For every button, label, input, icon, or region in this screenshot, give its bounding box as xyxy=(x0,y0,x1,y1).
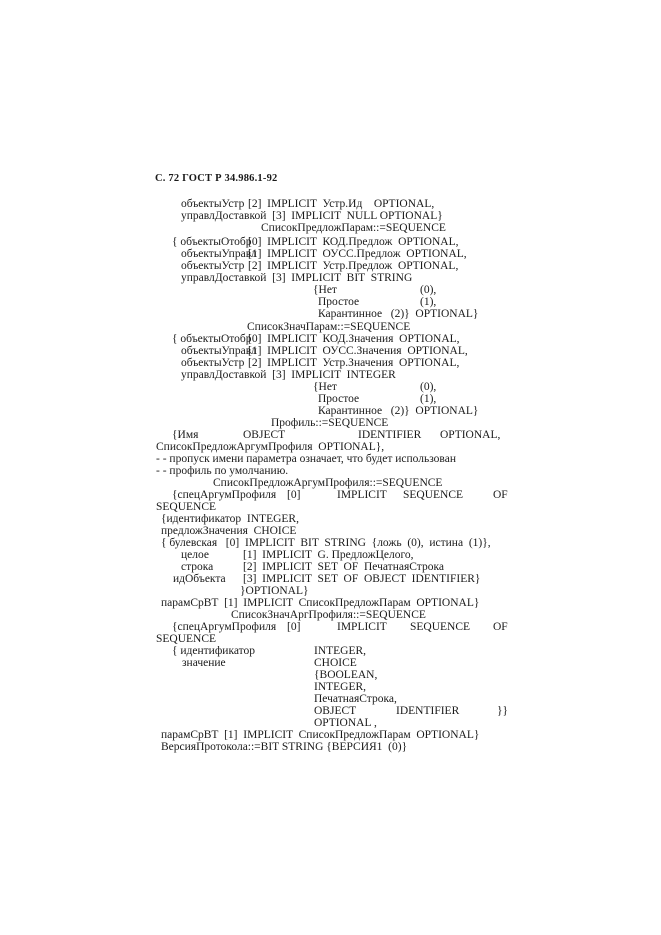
text-line: СписокЗначПарам::=SEQUENCE xyxy=(247,321,411,333)
text-line: {Нет xyxy=(313,284,337,296)
text-line: (1), xyxy=(420,393,437,405)
text-line: управлДоставкой [3] IMPLICIT INTEGER xyxy=(181,369,396,381)
text-line: {Имя xyxy=(172,429,199,441)
text-line: - - пропуск имени параметра означает, что будет использован xyxy=(156,453,456,465)
text-line: [0] xyxy=(287,621,301,633)
text-line: {Нет xyxy=(313,381,337,393)
text-line: управлДоставкой [3] IMPLICIT BIT STRING xyxy=(181,272,413,284)
text-line: значение xyxy=(182,657,226,669)
text-line: }OPTIONAL} xyxy=(240,585,309,597)
text-line: IMPLICIT xyxy=(337,621,387,633)
text-line: управлДоставкой [3] IMPLICIT NULL OPTIONAL} xyxy=(181,210,443,222)
text-line: OPTIONAL , xyxy=(314,717,377,729)
text-line: OF xyxy=(493,621,508,633)
text-line: IDENTIFIER xyxy=(358,429,422,441)
text-line: Простое xyxy=(318,393,360,405)
text-line: СписокПредложПарам::=SEQUENCE xyxy=(261,222,446,234)
text-line: парамСрВТ [1] IMPLICIT СписокПредложПарам OPTIONAL} xyxy=(161,597,480,609)
text-line: CHOICE xyxy=(314,657,357,669)
text-line: Простое xyxy=(318,296,360,308)
text-line: INTEGER, xyxy=(314,681,367,693)
text-line: - - профиль по умолчанию. xyxy=(156,465,289,477)
text-line: }} xyxy=(497,705,509,717)
text-line: объектыУправл xyxy=(181,345,257,357)
text-line: [2] IMPLICIT Устр.Ид OPTIONAL, xyxy=(248,198,435,210)
text-line: SEQUENCE xyxy=(403,489,464,501)
text-line: объектыУстр xyxy=(181,198,245,210)
text-line: [0] IMPLICIT КОД.Предлож OPTIONAL, xyxy=(248,236,459,248)
text-line: { объектыОтобр xyxy=(172,333,252,345)
text-line: [1] IMPLICIT ОУСС.Значения OPTIONAL, xyxy=(248,345,468,357)
text-line: INTEGER, xyxy=(314,645,367,657)
text-line: [0] xyxy=(287,489,301,501)
text-line: [1] IMPLICIT G. ПредложЦелого, xyxy=(243,549,414,561)
text-line: { булевская [0] IMPLICIT BIT STRING {ложь (0), истина (1)}, xyxy=(161,537,491,549)
text-line: объектыУстр xyxy=(181,260,245,272)
text-line: (0), xyxy=(420,284,437,296)
text-line: [2] IMPLICIT Устр.Значения OPTIONAL, xyxy=(248,357,460,369)
text-line: [3] IMPLICIT SET OF OBJECT IDENTIFIER} xyxy=(243,573,481,585)
text-line: СписокПредложАргумПрофиля::=SEQUENCE xyxy=(213,477,443,489)
text-line: целое xyxy=(181,549,209,561)
text-line: { идентификатор xyxy=(172,645,256,657)
text-line: объектыУправл xyxy=(181,248,257,260)
page-header: С. 72 ГОСТ Р 34.986.1-92 xyxy=(155,173,278,184)
text-line: Профиль::=SEQUENCE xyxy=(271,417,389,429)
text-line: OF xyxy=(493,489,508,501)
text-line: {идентификатор INTEGER, xyxy=(161,513,299,525)
text-line: СписокПредложАргумПрофиля OPTIONAL}, xyxy=(156,441,385,453)
text-line: (1), xyxy=(420,296,437,308)
text-line: OBJECT xyxy=(314,705,357,717)
text-line: IMPLICIT xyxy=(337,489,387,501)
text-line: идОбъекта xyxy=(173,573,226,585)
text-line: ВерсияПротокола::=BIT STRING {ВЕРСИЯ1 (0)} xyxy=(161,741,408,753)
text-line: предложЗначения CHOICE xyxy=(161,525,297,537)
text-line: ПечатнаяСтрока, xyxy=(314,693,397,705)
text-line: [2] IMPLICIT SET OF ПечатнаяСтрока xyxy=(243,561,444,573)
text-line: SEQUENCE xyxy=(410,621,471,633)
text-line: OBJECT xyxy=(243,429,286,441)
text-line: {спецАргумПрофиля xyxy=(172,489,277,501)
text-line: [2] IMPLICIT Устр.Предлож OPTIONAL, xyxy=(248,260,459,272)
text-line: (0), xyxy=(420,381,437,393)
text-line: [1] IMPLICIT ОУСС.Предлож OPTIONAL, xyxy=(248,248,467,260)
text-line: СписокЗначАргПрофиля::=SEQUENCE xyxy=(231,609,426,621)
text-line: { объектыОтобр xyxy=(172,236,252,248)
text-line: объектыУстр xyxy=(181,357,245,369)
text-line: SEQUENCE xyxy=(156,501,217,513)
text-line: парамСрВТ [1] IMPLICIT СписокПредложПарам OPTIONAL} xyxy=(161,729,480,741)
text-line: Карантинное (2)} OPTIONAL} xyxy=(318,308,479,320)
text-line: SEQUENCE xyxy=(156,633,217,645)
text-line: {спецАргумПрофиля xyxy=(172,621,277,633)
text-line: строка xyxy=(181,561,214,573)
text-line: Карантинное (2)} OPTIONAL} xyxy=(318,405,479,417)
text-line: IDENTIFIER xyxy=(396,705,460,717)
text-line: OPTIONAL, xyxy=(440,429,501,441)
text-line: {BOOLEAN, xyxy=(314,669,378,681)
text-line: [0] IMPLICIT КОД.Значения OPTIONAL, xyxy=(248,333,460,345)
